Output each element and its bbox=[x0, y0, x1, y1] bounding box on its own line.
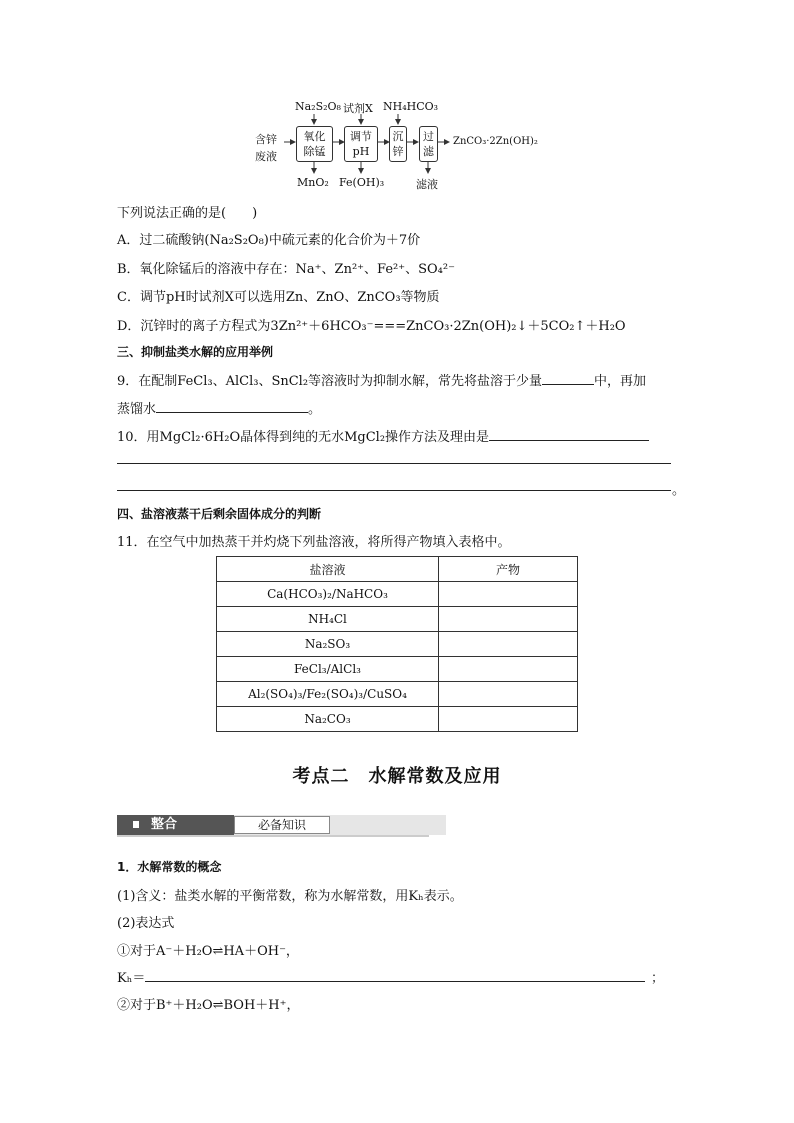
flow-step-adjust-ph: 调节 pH bbox=[344, 126, 378, 162]
table-row bbox=[217, 607, 578, 632]
s1-meaning: (1)含义：盐类水解的平衡常数，称为水解常数，用Kₕ表示。 bbox=[117, 889, 463, 904]
q8-option-d: D．沉锌时的离子方程式为3Zn²⁺＋6HCO₃⁻===ZnCO₃·2Zn(OH)₂↓＋5CO₂↑＋H₂O bbox=[117, 319, 626, 334]
flow-byproduct-2: Fe(OH)₃ bbox=[339, 176, 385, 189]
flow-reagent-1: Na₂S₂O₈ bbox=[295, 100, 341, 113]
flow-byproduct-1: MnO₂ bbox=[297, 176, 329, 189]
q10-line-1 bbox=[117, 426, 649, 445]
q10-text: 10．用MgCl₂·6H₂O晶体得到纯的无水MgCl₂操作方法及理由是 bbox=[117, 430, 490, 445]
table-row bbox=[217, 657, 578, 682]
flow-start-1: 含锌 bbox=[255, 133, 277, 146]
q8-stem: 下列说法正确的是( ) bbox=[117, 206, 258, 221]
flow-byproduct-3: 滤液 bbox=[416, 178, 438, 191]
flow-chart bbox=[250, 96, 550, 192]
q11-text: 11．在空气中加热蒸干并灼烧下列盐溶液，将所得产物填入表格中。 bbox=[117, 535, 511, 550]
table-header-row bbox=[217, 557, 578, 582]
table-cell-salt: Na₂CO₃ bbox=[217, 707, 439, 732]
flow-step-precipitate: 沉 锌 bbox=[389, 126, 407, 162]
section-3-title: 三、抑制盐类水解的应用举例 bbox=[117, 345, 274, 359]
q9-blank-2[interactable] bbox=[156, 399, 308, 413]
flow-reagent-3: NH₄HCO₃ bbox=[383, 100, 439, 113]
flow-step-oxidize: 氧化 除锰 bbox=[296, 126, 333, 162]
q9-line-2 bbox=[117, 398, 321, 417]
banner-right bbox=[234, 815, 446, 835]
s1-title: 1．水解常数的概念 bbox=[117, 860, 222, 874]
table-cell-salt: NH₄Cl bbox=[217, 607, 439, 632]
table-cell-product[interactable] bbox=[439, 582, 578, 607]
flow-product: ZnCO₃·2Zn(OH)₂ bbox=[453, 136, 538, 147]
q9-text-4: 。 bbox=[308, 402, 322, 417]
table-header-product: 产物 bbox=[439, 557, 578, 582]
s1-kh-line bbox=[117, 967, 645, 986]
kh-blank[interactable] bbox=[145, 968, 645, 982]
q8-option-a: A．过二硫酸钠(Na₂S₂O₈)中硫元素的化合价为＋7价 bbox=[117, 233, 421, 248]
s1-case-2: ②对于B⁺＋H₂O⇌BOH＋H⁺， bbox=[117, 998, 300, 1013]
q10-blank-3[interactable] bbox=[117, 490, 671, 491]
table-cell-salt: Al₂(SO₄)₃/Fe₂(SO₄)₃/CuSO₄ bbox=[217, 682, 439, 707]
q9-text-3: 蒸馏水 bbox=[117, 402, 157, 417]
q9-text-1: 9．在配制FeCl₃、AlCl₃、SnCl₂等溶液时为抑制水解，常先将盐溶于少量 bbox=[117, 374, 543, 389]
q10-end: 。 bbox=[672, 483, 686, 498]
square-icon bbox=[133, 821, 139, 828]
table-row bbox=[217, 707, 578, 732]
section-banner bbox=[117, 815, 429, 837]
table-cell-salt: Na₂SO₃ bbox=[217, 632, 439, 657]
flow-start-2: 废液 bbox=[255, 150, 277, 163]
banner-left: 整合 bbox=[117, 815, 234, 835]
section-4-title: 四、盐溶液蒸干后剩余固体成分的判断 bbox=[117, 507, 322, 521]
table-cell-product[interactable] bbox=[439, 707, 578, 732]
banner-tab: 必备知识 bbox=[234, 816, 330, 834]
banner-underline bbox=[117, 835, 429, 837]
q9-blank-1[interactable] bbox=[542, 371, 594, 385]
table-cell-product[interactable] bbox=[439, 682, 578, 707]
q10-blank-1[interactable] bbox=[489, 427, 649, 441]
q9-text-2: 中，再加 bbox=[594, 374, 647, 389]
q9-line-1 bbox=[117, 370, 646, 389]
table-cell-product[interactable] bbox=[439, 607, 578, 632]
table-row bbox=[217, 682, 578, 707]
flow-reagent-2: 试剂X bbox=[343, 102, 373, 115]
table-cell-salt: Ca(HCO₃)₂/NaHCO₃ bbox=[217, 582, 439, 607]
q8-option-b: B．氧化除锰后的溶液中存在：Na⁺、Zn²⁺、Fe²⁺、SO₄²⁻ bbox=[117, 262, 455, 277]
s1-case-1: ①对于A⁻＋H₂O⇌HA＋OH⁻， bbox=[117, 944, 299, 959]
flow-step-filter: 过 滤 bbox=[419, 126, 438, 162]
kh-semicolon: ； bbox=[651, 971, 665, 986]
table-cell-salt: FeCl₃/AlCl₃ bbox=[217, 657, 439, 682]
table-cell-product[interactable] bbox=[439, 632, 578, 657]
table-row bbox=[217, 582, 578, 607]
table-row bbox=[217, 632, 578, 657]
section-heading: 考点二 水解常数及应用 bbox=[292, 766, 502, 787]
kh-label: Kₕ＝ bbox=[117, 971, 146, 986]
table-cell-product[interactable] bbox=[439, 657, 578, 682]
table-header-salt: 盐溶液 bbox=[217, 557, 439, 582]
salt-table bbox=[216, 556, 578, 732]
q10-blank-2[interactable] bbox=[117, 463, 671, 464]
s1-expression-title: (2)表达式 bbox=[117, 916, 175, 931]
q8-option-c: C．调节pH时试剂X可以选用Zn、ZnO、ZnCO₃等物质 bbox=[117, 290, 440, 305]
